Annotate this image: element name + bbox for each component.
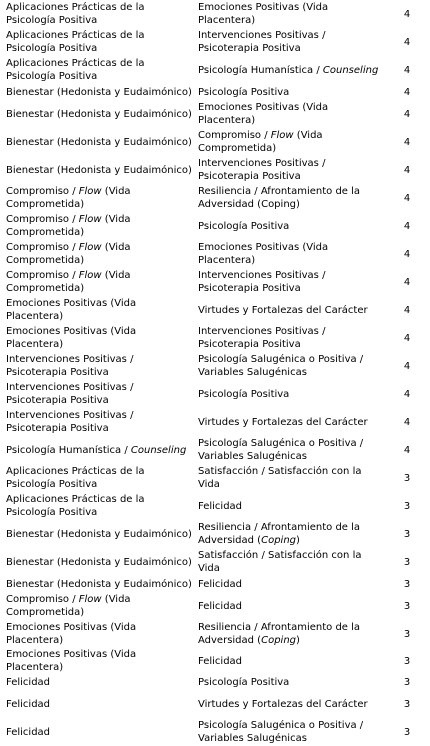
topic-b-cell	[192, 212, 384, 240]
topic-a-cell	[0, 520, 192, 548]
count-cell	[384, 674, 430, 690]
cell-text: Coping	[261, 535, 297, 546]
count-cell	[384, 84, 430, 100]
topic-b-cell	[192, 240, 384, 268]
cell-text: (Vida Comprometida)	[6, 186, 131, 210]
topic-b-cell	[192, 520, 384, 548]
topic-b-cell	[192, 296, 384, 324]
count-cell	[384, 0, 430, 28]
count-cell	[384, 436, 430, 464]
cell-text: Intervenciones Positivas / Psicoterapia Positiva	[198, 30, 326, 54]
count-value: 3	[403, 655, 411, 667]
count-cell	[384, 268, 430, 296]
cell-text: Flow	[78, 242, 102, 253]
topic-a-cell	[0, 674, 192, 690]
topic-a-cell	[0, 240, 192, 268]
table-row	[0, 620, 430, 648]
cell-text: Felicidad	[198, 500, 243, 512]
table-row	[0, 84, 430, 100]
cell-text: Compromiso /	[6, 270, 79, 281]
count-value: 4	[403, 192, 411, 204]
cell-text: Compromiso /	[6, 214, 79, 225]
table-row	[0, 128, 430, 156]
cell-text: Intervenciones Positivas / Psicoterapia Positiva	[198, 270, 326, 294]
count-cell	[384, 408, 430, 436]
table-row	[0, 156, 430, 184]
topic-b-cell	[192, 84, 384, 100]
count-value: 3	[403, 500, 411, 512]
count-value: 4	[403, 304, 411, 316]
count-value: 4	[403, 8, 411, 20]
count-cell	[384, 296, 430, 324]
cell-text: Intervenciones Positivas / Psicoterapia Positiva	[6, 410, 134, 434]
cell-text: Psicología Positiva	[198, 220, 290, 232]
cell-text: (Vida Comprometida)	[6, 214, 131, 238]
topic-a-cell	[0, 296, 192, 324]
table-row	[0, 268, 430, 296]
cell-text: )	[296, 535, 300, 546]
count-cell	[384, 464, 430, 492]
cell-text: Felicidad	[198, 578, 243, 590]
table-row	[0, 548, 430, 576]
cell-text: Felicidad	[198, 655, 243, 667]
cell-text: Psicología Salugénica o Positiva / Variables Salugénicas	[198, 438, 364, 462]
count-value: 3	[403, 726, 411, 738]
count-value: 4	[403, 220, 411, 232]
cell-text: Bienestar (Hedonista y Eudaimónico)	[6, 578, 192, 590]
count-value: 4	[403, 360, 411, 372]
cell-text: Flow	[78, 594, 102, 605]
cell-text: Intervenciones Positivas / Psicoterapia Positiva	[198, 158, 326, 182]
cell-text: )	[296, 635, 300, 646]
table-row	[0, 492, 430, 520]
cell-text: Bienestar (Hedonista y Eudaimónico)	[6, 528, 192, 540]
cell-text: (Vida Comprometida)	[198, 130, 323, 154]
count-cell	[384, 324, 430, 352]
table-row	[0, 100, 430, 128]
topic-a-cell	[0, 648, 192, 674]
count-cell	[384, 520, 430, 548]
cell-text: Counseling	[322, 64, 379, 76]
count-cell	[384, 492, 430, 520]
count-value: 4	[403, 64, 411, 76]
count-value: 3	[403, 556, 411, 568]
topic-a-cell	[0, 436, 192, 464]
topic-b-cell	[192, 576, 384, 592]
cell-text: Compromiso /	[6, 242, 79, 253]
table-row	[0, 212, 430, 240]
count-cell	[384, 128, 430, 156]
cell-text: Satisfacción / Satisfacción con la Vida	[198, 466, 362, 490]
cell-text: Emociones Positivas (Vida Placentera)	[6, 649, 137, 673]
count-value: 4	[403, 164, 411, 176]
topic-a-cell	[0, 592, 192, 620]
cell-text: Bienestar (Hedonista y Eudaimónico)	[6, 136, 192, 148]
cell-text: Felicidad	[6, 726, 51, 738]
cell-text: Aplicaciones Prácticas de la Psicología Positiva	[6, 58, 145, 82]
topic-b-cell	[192, 56, 384, 84]
count-value: 4	[403, 388, 411, 400]
topic-a-cell	[0, 0, 192, 28]
cell-text: Bienestar (Hedonista y Eudaimónico)	[6, 164, 192, 176]
topic-a-cell	[0, 408, 192, 436]
topic-b-cell	[192, 548, 384, 576]
count-value: 4	[403, 108, 411, 120]
cell-text: Bienestar (Hedonista y Eudaimónico)	[6, 86, 192, 98]
topic-a-cell	[0, 620, 192, 648]
cell-text: Psicología Positiva	[198, 86, 290, 98]
topic-b-cell	[192, 648, 384, 674]
cell-text: Resiliencia / Afrontamiento de la Adversidad (Coping)	[198, 186, 361, 210]
cell-text: Psicología Salugénica o Positiva / Variables Salugénicas	[198, 354, 364, 378]
table-row	[0, 352, 430, 380]
cell-text: Compromiso /	[6, 186, 79, 197]
topic-b-cell	[192, 324, 384, 352]
cell-text: Flow	[78, 270, 102, 281]
cell-text: Psicología Salugénica o Positiva / Variables Salugénicas	[198, 720, 364, 744]
count-cell	[384, 240, 430, 268]
count-value: 4	[403, 276, 411, 288]
count-cell	[384, 100, 430, 128]
topic-b-cell	[192, 718, 384, 746]
count-value: 3	[403, 600, 411, 612]
count-value: 4	[403, 332, 411, 344]
count-cell	[384, 56, 430, 84]
topic-a-cell	[0, 548, 192, 576]
cell-text: (Vida Comprometida)	[6, 242, 131, 266]
table-row	[0, 520, 430, 548]
count-value: 3	[403, 528, 411, 540]
table-row	[0, 0, 430, 28]
table-row	[0, 324, 430, 352]
cell-text: Emociones Positivas (Vida Placentera)	[198, 2, 329, 26]
topic-b-cell	[192, 100, 384, 128]
table-row	[0, 674, 430, 690]
cell-text: Resiliencia / Afrontamiento de la Adversidad (	[198, 622, 361, 646]
table-row	[0, 436, 430, 464]
cell-text: (Vida Comprometida)	[6, 270, 131, 294]
topic-a-cell	[0, 212, 192, 240]
topic-b-cell	[192, 592, 384, 620]
cell-text: Psicología Humanística /	[198, 64, 323, 76]
cell-text: Aplicaciones Prácticas de la Psicología Positiva	[6, 466, 145, 490]
count-value: 3	[403, 676, 411, 688]
cell-text: Emociones Positivas (Vida Placentera)	[198, 102, 329, 126]
cell-text: Compromiso /	[6, 594, 79, 605]
table-row	[0, 690, 430, 718]
cell-text: Virtudes y Fortalezas del Carácter	[198, 698, 368, 710]
count-cell	[384, 380, 430, 408]
count-cell	[384, 28, 430, 56]
cell-text: Emociones Positivas (Vida Placentera)	[6, 298, 137, 322]
topic-b-cell	[192, 436, 384, 464]
table-row	[0, 240, 430, 268]
topic-b-cell	[192, 380, 384, 408]
topic-a-cell	[0, 380, 192, 408]
table-row	[0, 56, 430, 84]
table-row	[0, 184, 430, 212]
table-row	[0, 464, 430, 492]
cell-text: (Vida Comprometida)	[6, 594, 131, 618]
topic-b-cell	[192, 28, 384, 56]
count-value: 4	[403, 136, 411, 148]
topic-b-cell	[192, 690, 384, 718]
cell-text: Emociones Positivas (Vida Placentera)	[198, 242, 329, 266]
count-cell	[384, 690, 430, 718]
table-row	[0, 28, 430, 56]
topic-b-cell	[192, 128, 384, 156]
count-cell	[384, 620, 430, 648]
cell-text: Aplicaciones Prácticas de la Psicología Positiva	[6, 494, 145, 518]
count-cell	[384, 184, 430, 212]
count-value: 4	[403, 248, 411, 260]
count-value: 3	[403, 472, 411, 484]
cell-text: Counseling	[130, 444, 187, 456]
cell-text: Psicología Humanística /	[6, 444, 131, 456]
table-row	[0, 296, 430, 324]
topic-a-cell	[0, 352, 192, 380]
topic-a-cell	[0, 690, 192, 718]
cell-text: Felicidad	[6, 676, 51, 688]
topic-a-cell	[0, 492, 192, 520]
cell-text: Felicidad	[198, 600, 243, 612]
topic-b-cell	[192, 674, 384, 690]
cell-text: Bienestar (Hedonista y Eudaimónico)	[6, 108, 192, 120]
cell-text: Emociones Positivas (Vida Placentera)	[6, 326, 137, 350]
cell-text: Flow	[270, 130, 294, 141]
count-cell	[384, 548, 430, 576]
topic-b-cell	[192, 352, 384, 380]
topic-b-cell	[192, 184, 384, 212]
cell-text: Intervenciones Positivas / Psicoterapia Positiva	[6, 354, 134, 378]
table-row	[0, 380, 430, 408]
cell-text: Flow	[78, 186, 102, 197]
topic-a-cell	[0, 718, 192, 746]
cell-text: Flow	[78, 214, 102, 225]
topic-a-cell	[0, 268, 192, 296]
count-cell	[384, 576, 430, 592]
cell-text: Felicidad	[6, 698, 51, 710]
count-cell	[384, 352, 430, 380]
table-row	[0, 718, 430, 746]
topic-b-cell	[192, 492, 384, 520]
count-cell	[384, 648, 430, 674]
count-cell	[384, 212, 430, 240]
cell-text: Resiliencia / Afrontamiento de la Adversidad (	[198, 522, 361, 546]
count-value: 4	[403, 444, 411, 456]
topic-a-cell	[0, 84, 192, 100]
count-cell	[384, 592, 430, 620]
topic-a-cell	[0, 56, 192, 84]
topic-b-cell	[192, 0, 384, 28]
cell-text: Aplicaciones Prácticas de la Psicología Positiva	[6, 2, 145, 26]
count-value: 4	[403, 36, 411, 48]
count-value: 4	[403, 416, 411, 428]
cell-text: Coping	[261, 635, 297, 646]
topic-a-cell	[0, 324, 192, 352]
cell-text: Satisfacción / Satisfacción con la Vida	[198, 550, 362, 574]
table-row	[0, 592, 430, 620]
topic-a-cell	[0, 100, 192, 128]
count-cell	[384, 156, 430, 184]
count-value: 3	[403, 698, 411, 710]
count-value: 3	[403, 628, 411, 640]
count-value: 4	[403, 86, 411, 98]
count-cell	[384, 718, 430, 746]
cell-text: Virtudes y Fortalezas del Carácter	[198, 304, 368, 316]
count-value: 3	[403, 578, 411, 590]
topic-a-cell	[0, 184, 192, 212]
cell-text: Virtudes y Fortalezas del Carácter	[198, 416, 368, 428]
table-row	[0, 408, 430, 436]
topic-a-cell	[0, 464, 192, 492]
cell-text: Emociones Positivas (Vida Placentera)	[6, 622, 137, 646]
cell-text: Intervenciones Positivas / Psicoterapia Positiva	[6, 382, 134, 406]
topic-a-cell	[0, 28, 192, 56]
topic-a-cell	[0, 128, 192, 156]
cell-text: Psicología Positiva	[198, 676, 290, 688]
cell-text: Bienestar (Hedonista y Eudaimónico)	[6, 556, 192, 568]
cell-text: Psicología Positiva	[198, 388, 290, 400]
cell-text: Intervenciones Positivas / Psicoterapia Positiva	[198, 326, 326, 350]
topic-a-cell	[0, 576, 192, 592]
topic-b-cell	[192, 268, 384, 296]
topic-b-cell	[192, 620, 384, 648]
topic-b-cell	[192, 408, 384, 436]
cell-text: Aplicaciones Prácticas de la Psicología Positiva	[6, 30, 145, 54]
topic-b-cell	[192, 156, 384, 184]
topic-b-cell	[192, 464, 384, 492]
topic-a-cell	[0, 156, 192, 184]
table-row	[0, 648, 430, 674]
table-row	[0, 576, 430, 592]
cell-text: Compromiso /	[198, 130, 271, 141]
